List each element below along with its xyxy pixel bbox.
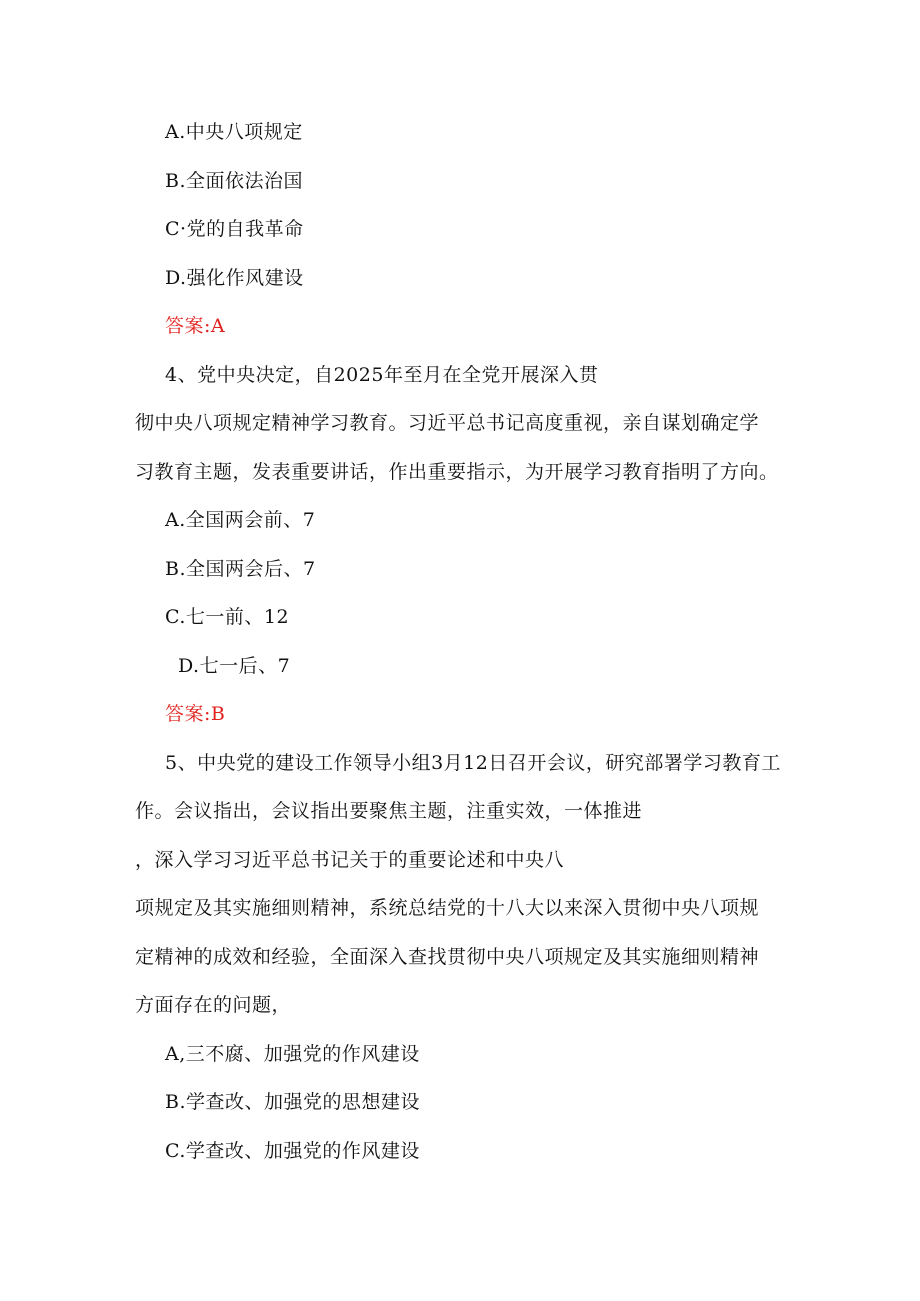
q4-answer: 答案:B bbox=[165, 703, 226, 725]
q5-stem-line-4: 项规定及其实施细则精神，系统总结党的十八大以来深入贯彻中央八项规 bbox=[135, 897, 760, 919]
q5-option-a: A,三不腐、加强党的作风建设 bbox=[165, 1043, 420, 1065]
q3-option-b: B.全面依法治国 bbox=[165, 170, 304, 192]
q5-option-c: C.学查改、加强党的作风建设 bbox=[165, 1140, 420, 1162]
q5-option-b: B.学查改、加强党的思想建设 bbox=[165, 1091, 421, 1113]
q4-option-d: D.七一后、7 bbox=[178, 655, 291, 677]
q4-stem-line-2: 彻中央八项规定精神学习教育。习近平总书记高度重视，亲自谋划确定学 bbox=[135, 412, 760, 434]
q3-answer: 答案:A bbox=[165, 315, 226, 337]
q5-stem-line-1: 5、中央党的建设工作领导小组3月12日召开会议，研究部署学习教育工 bbox=[165, 752, 781, 774]
q4-stem-line-1: 4、党中央决定，自2025年至月在全党开展深入贯 bbox=[165, 364, 599, 386]
q5-stem-line-5: 定精神的成效和经验，全面深入查找贯彻中央八项规定及其实施细则精神 bbox=[135, 946, 760, 968]
q5-stem-line-3: ，深入学习习近平总书记关于的重要论述和中央八 bbox=[135, 849, 565, 871]
q3-option-d: D.强化作风建设 bbox=[165, 267, 304, 289]
q3-option-a: A.中央八项规定 bbox=[165, 121, 303, 143]
q4-stem-line-3: 习教育主题，发表重要讲话，作出重要指示，为开展学习教育指明了方向。 bbox=[135, 461, 779, 483]
q4-option-c: C.七一前、12 bbox=[165, 606, 290, 628]
q4-option-a: A.全国两会前、7 bbox=[165, 509, 316, 531]
q4-option-b: B.全国两会后、7 bbox=[165, 558, 316, 580]
q3-option-c: C·党的自我革命 bbox=[165, 218, 304, 240]
q5-stem-line-2: 作。会议指出，会议指出要聚焦主题，注重实效，一体推进 bbox=[135, 800, 643, 822]
q5-stem-line-6: 方面存在的问题， bbox=[135, 994, 292, 1016]
